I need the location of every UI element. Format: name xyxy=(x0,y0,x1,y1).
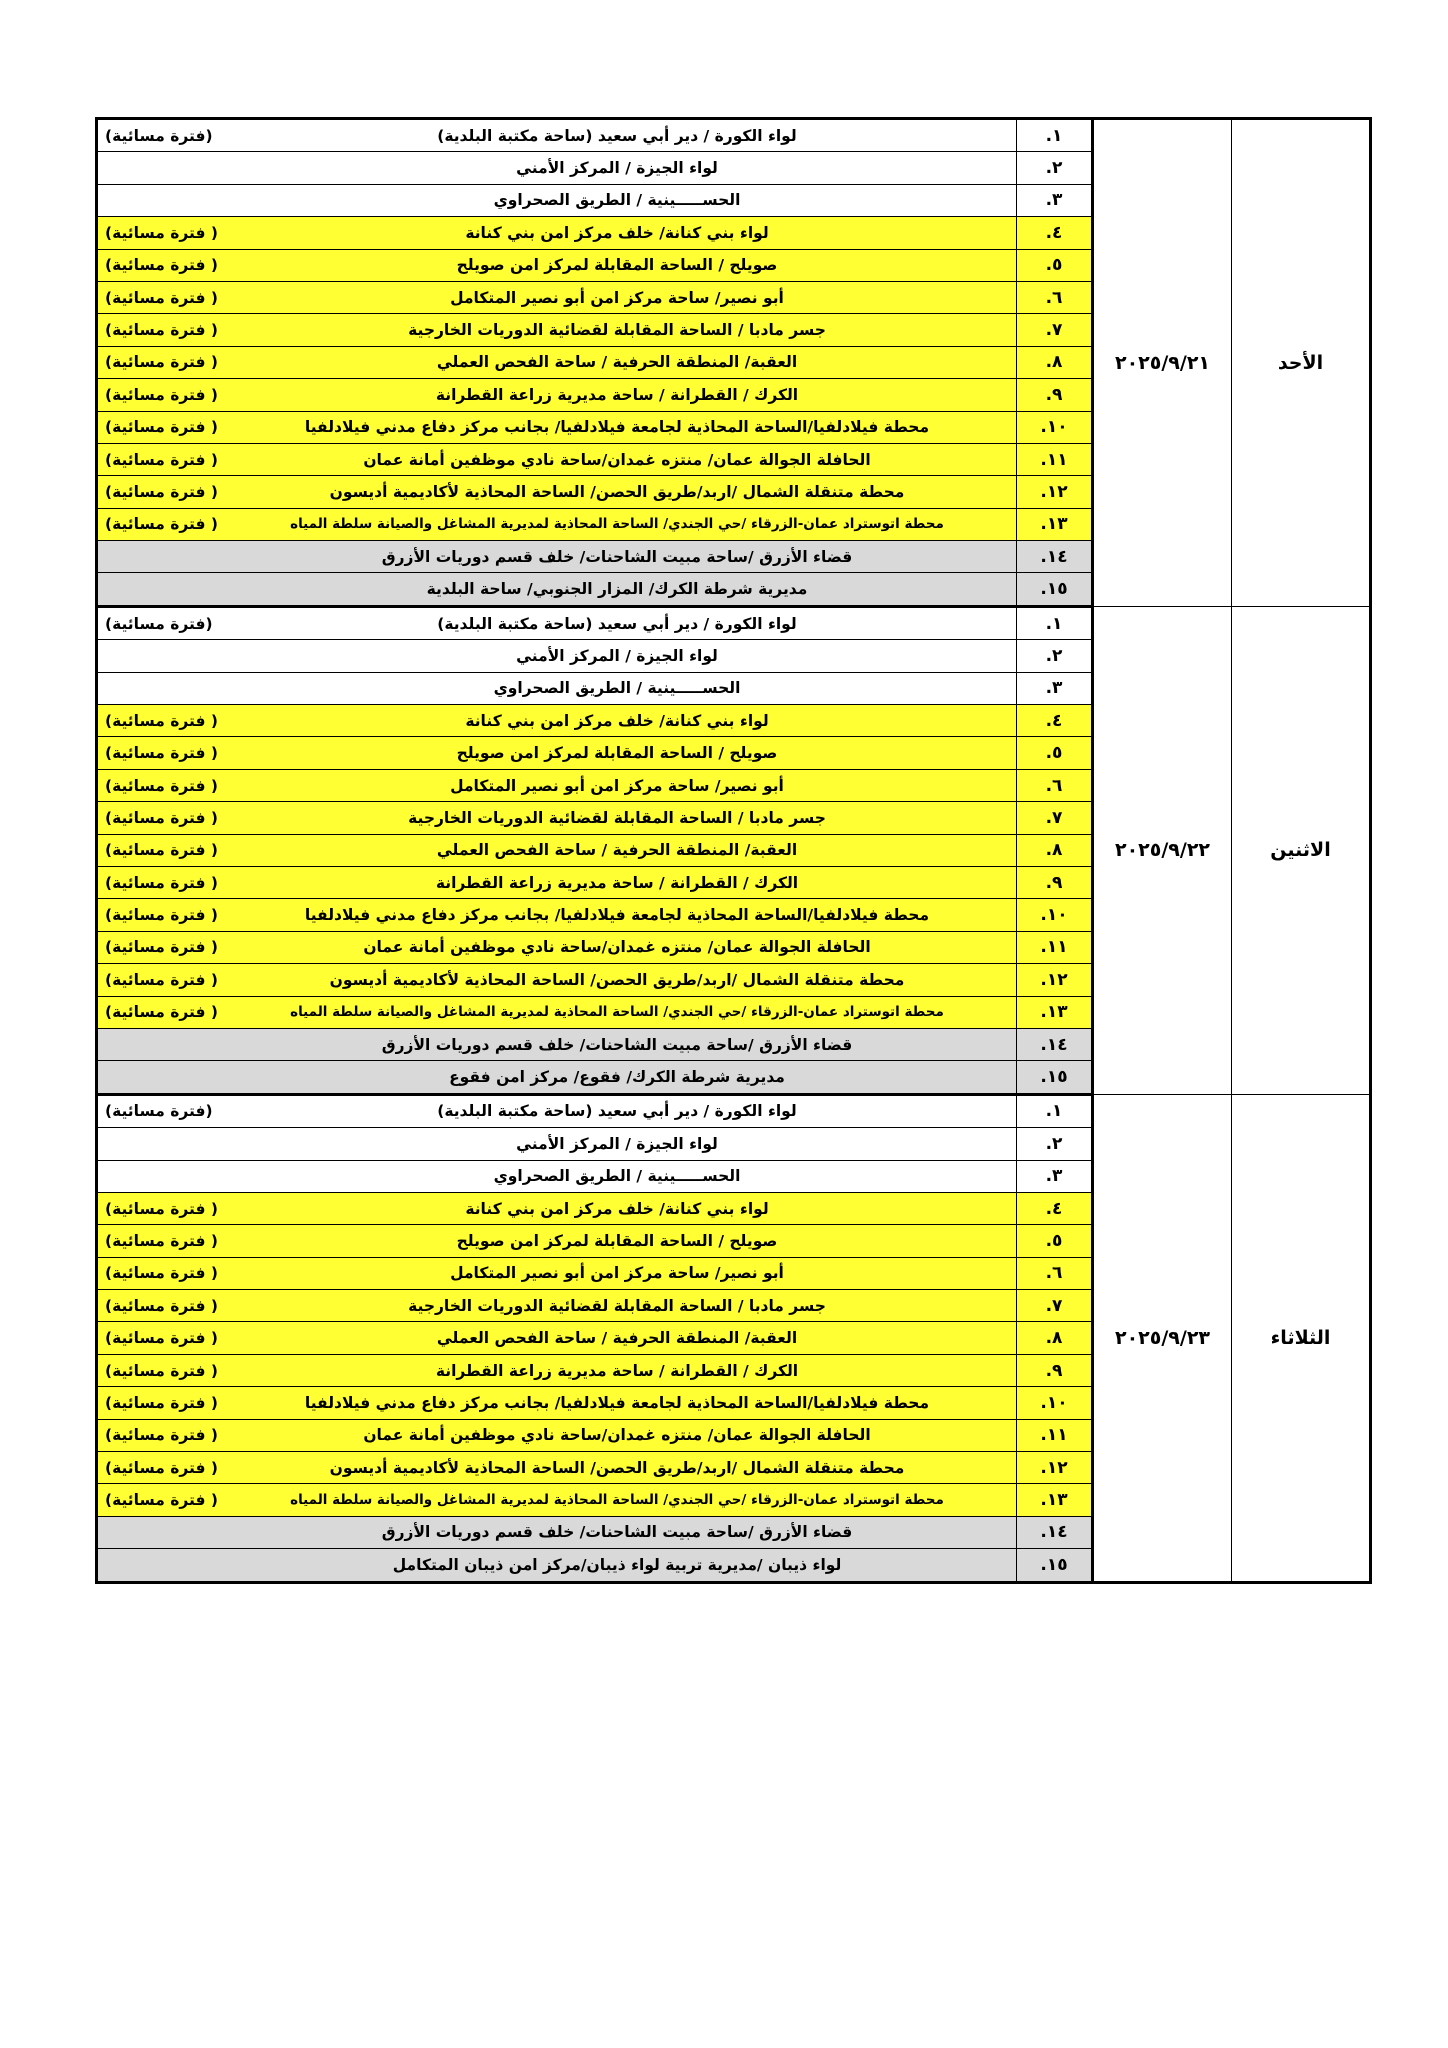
location-cell xyxy=(97,314,1017,346)
row-number: ١١. xyxy=(1017,443,1093,475)
location-cell xyxy=(97,281,1017,313)
location-cell xyxy=(97,1094,1017,1127)
location-cell xyxy=(97,1484,1017,1516)
location-cell xyxy=(97,1192,1017,1224)
location-cell xyxy=(97,606,1017,639)
schedule-row xyxy=(97,606,1371,639)
row-number: ٢. xyxy=(1017,152,1093,184)
location-text: صويلح / الساحة المقابلة لمركز امن صويلح xyxy=(456,744,778,763)
location-cell xyxy=(97,866,1017,898)
location-text: الحســـــينية / الطريق الصحراوي xyxy=(493,191,741,210)
row-number: ٩. xyxy=(1017,866,1093,898)
evening-period-note: ( فترة مسائية) xyxy=(105,288,218,307)
row-number: ١٠. xyxy=(1017,411,1093,443)
location-cell xyxy=(97,964,1017,996)
location-cell xyxy=(97,573,1017,606)
location-text: أبو نصير/ ساحة مركز امن أبو نصير المتكامل xyxy=(450,288,784,307)
location-cell xyxy=(97,1322,1017,1354)
location-cell xyxy=(97,1128,1017,1160)
day-name: الثلاثاء xyxy=(1232,1094,1371,1582)
location-cell xyxy=(97,1516,1017,1548)
location-text: الحافلة الجوالة عمان/ منتزه غمدان/ساحة نادي موظفين أمانة عمان xyxy=(363,938,871,957)
row-number: ١. xyxy=(1017,1094,1093,1127)
row-number: ٥. xyxy=(1017,249,1093,281)
location-cell xyxy=(97,1257,1017,1289)
location-text: محطة اتوستراد عمان-الزرقاء /حي الجندي/ الساحة المحاذية لمديرية المشاغل والصيانة سلطة المياه xyxy=(290,1004,944,1021)
day-name: الاثنين xyxy=(1232,606,1371,1094)
evening-period-note: (فترة مسائية) xyxy=(105,614,213,633)
day-name: الأحد xyxy=(1232,119,1371,607)
row-number: ٤. xyxy=(1017,1192,1093,1224)
location-text: لواء الكورة / دير أبي سعيد (ساحة مكتبة البلدية) xyxy=(437,126,797,145)
evening-period-note: ( فترة مسائية) xyxy=(105,1426,218,1445)
location-text: محطة اتوستراد عمان-الزرقاء /حي الجندي/ الساحة المحاذية لمديرية المشاغل والصيانة سلطة المياه xyxy=(290,1492,944,1509)
row-number: ١١. xyxy=(1017,1419,1093,1451)
evening-period-note: ( فترة مسائية) xyxy=(105,1003,218,1022)
row-number: ١٣. xyxy=(1017,996,1093,1028)
evening-period-note: ( فترة مسائية) xyxy=(105,1264,218,1283)
location-text: محطة متنقلة الشمال /اربد/طريق الحصن/ الساحة المحاذية لأكاديمية أديسون xyxy=(329,1458,905,1477)
evening-period-note: ( فترة مسائية) xyxy=(105,841,218,860)
evening-period-note: ( فترة مسائية) xyxy=(105,1393,218,1412)
location-text: أبو نصير/ ساحة مركز امن أبو نصير المتكامل xyxy=(450,1264,784,1283)
location-text: العقبة/ المنطقة الحرفية / ساحة الفحص العملي xyxy=(436,1329,798,1348)
location-text: لواء بني كنانة/ خلف مركز امن بني كنانة xyxy=(465,223,769,242)
location-text: محطة فيلادلفيا/الساحة المحاذية لجامعة فيلادلفيا/ بجانب مركز دفاع مدني فيلادلفيا xyxy=(304,1393,930,1412)
location-text: صويلح / الساحة المقابلة لمركز امن صويلح xyxy=(456,1231,778,1250)
row-number: ٣. xyxy=(1017,184,1093,216)
evening-period-note: ( فترة مسائية) xyxy=(105,515,218,534)
evening-period-note: ( فترة مسائية) xyxy=(105,970,218,989)
location-cell xyxy=(97,1061,1017,1094)
location-cell xyxy=(97,672,1017,704)
evening-period-note: ( فترة مسائية) xyxy=(105,1199,218,1218)
row-number: ١٢. xyxy=(1017,476,1093,508)
schedule-row xyxy=(97,1094,1371,1127)
evening-period-note: ( فترة مسائية) xyxy=(105,1458,218,1477)
location-cell xyxy=(97,1419,1017,1451)
row-number: ١٣. xyxy=(1017,508,1093,540)
row-number: ١٤. xyxy=(1017,1028,1093,1060)
row-number: ٨. xyxy=(1017,1322,1093,1354)
evening-period-note: ( فترة مسائية) xyxy=(105,482,218,501)
location-text: محطة متنقلة الشمال /اربد/طريق الحصن/ الساحة المحاذية لأكاديمية أديسون xyxy=(329,482,905,501)
evening-period-note: ( فترة مسائية) xyxy=(105,1329,218,1348)
location-text: الكرك / القطرانة / ساحة مديرية زراعة القطرانة xyxy=(435,1361,799,1380)
row-number: ٧. xyxy=(1017,314,1093,346)
row-number: ٥. xyxy=(1017,737,1093,769)
evening-period-note: ( فترة مسائية) xyxy=(105,1231,218,1250)
evening-period-note: ( فترة مسائية) xyxy=(105,353,218,372)
day-date: ٢٠٢٥/٩/٢٢ xyxy=(1093,606,1232,1094)
location-text: قضاء الأزرق /ساحة مبيت الشاحنات/ خلف قسم دوريات الأزرق xyxy=(381,1523,853,1542)
location-cell xyxy=(97,1549,1017,1582)
location-cell xyxy=(97,1290,1017,1322)
row-number: ١. xyxy=(1017,119,1093,152)
location-cell xyxy=(97,996,1017,1028)
evening-period-note: ( فترة مسائية) xyxy=(105,418,218,437)
evening-period-note: ( فترة مسائية) xyxy=(105,321,218,340)
row-number: ١٣. xyxy=(1017,1484,1093,1516)
location-text: مديرية شرطة الكرك/ المزار الجنوبي/ ساحة البلدية xyxy=(426,580,808,599)
row-number: ٨. xyxy=(1017,346,1093,378)
evening-period-note: ( فترة مسائية) xyxy=(105,711,218,730)
location-text: صويلح / الساحة المقابلة لمركز امن صويلح xyxy=(456,256,778,275)
location-cell xyxy=(97,834,1017,866)
location-text: الكرك / القطرانة / ساحة مديرية زراعة القطرانة xyxy=(435,873,799,892)
location-cell xyxy=(97,541,1017,573)
row-number: ٤. xyxy=(1017,217,1093,249)
evening-period-note: ( فترة مسائية) xyxy=(105,450,218,469)
location-text: محطة اتوستراد عمان-الزرقاء /حي الجندي/ الساحة المحاذية لمديرية المشاغل والصيانة سلطة المياه xyxy=(290,516,944,533)
location-text: لواء الجيزة / المركز الأمني xyxy=(516,1134,718,1153)
location-cell xyxy=(97,1354,1017,1386)
location-cell xyxy=(97,184,1017,216)
location-text: الحافلة الجوالة عمان/ منتزه غمدان/ساحة نادي موظفين أمانة عمان xyxy=(363,1426,871,1445)
row-number: ٦. xyxy=(1017,281,1093,313)
location-text: لواء ذيبان /مديرية تربية لواء ذيبان/مركز امن ذيبان المتكامل xyxy=(392,1555,842,1574)
location-text: قضاء الأزرق /ساحة مبيت الشاحنات/ خلف قسم دوريات الأزرق xyxy=(381,1035,853,1054)
row-number: ٣. xyxy=(1017,1160,1093,1192)
row-number: ١٥. xyxy=(1017,1061,1093,1094)
evening-period-note: ( فترة مسائية) xyxy=(105,256,218,275)
row-number: ٥. xyxy=(1017,1225,1093,1257)
row-number: ٤. xyxy=(1017,705,1093,737)
location-cell xyxy=(97,1160,1017,1192)
row-number: ٢. xyxy=(1017,640,1093,672)
schedule-row xyxy=(97,119,1371,152)
evening-period-note: (فترة مسائية) xyxy=(105,126,213,145)
evening-period-note: ( فترة مسائية) xyxy=(105,223,218,242)
location-text: لواء الكورة / دير أبي سعيد (ساحة مكتبة البلدية) xyxy=(437,614,797,633)
location-cell xyxy=(97,249,1017,281)
location-cell xyxy=(97,443,1017,475)
location-cell xyxy=(97,769,1017,801)
location-cell xyxy=(97,476,1017,508)
location-cell xyxy=(97,705,1017,737)
evening-period-note: ( فترة مسائية) xyxy=(105,385,218,404)
row-number: ١٤. xyxy=(1017,541,1093,573)
location-text: لواء الجيزة / المركز الأمني xyxy=(516,159,718,178)
row-number: ٩. xyxy=(1017,1354,1093,1386)
location-text: الحافلة الجوالة عمان/ منتزه غمدان/ساحة نادي موظفين أمانة عمان xyxy=(363,450,871,469)
row-number: ١. xyxy=(1017,606,1093,639)
location-text: الحســـــينية / الطريق الصحراوي xyxy=(493,679,741,698)
evening-period-note: ( فترة مسائية) xyxy=(105,808,218,827)
row-number: ١١. xyxy=(1017,931,1093,963)
location-text: لواء الكورة / دير أبي سعيد (ساحة مكتبة البلدية) xyxy=(437,1102,797,1121)
evening-period-note: ( فترة مسائية) xyxy=(105,744,218,763)
schedule-table xyxy=(95,117,1372,1584)
row-number: ٨. xyxy=(1017,834,1093,866)
location-text: جسر مادبا / الساحة المقابلة لقضائية الدوريات الخارجية xyxy=(408,321,826,340)
row-number: ٣. xyxy=(1017,672,1093,704)
evening-period-note: (فترة مسائية) xyxy=(105,1102,213,1121)
row-number: ٧. xyxy=(1017,802,1093,834)
day-date: ٢٠٢٥/٩/٢٣ xyxy=(1093,1094,1232,1582)
location-cell xyxy=(97,1225,1017,1257)
location-cell xyxy=(97,379,1017,411)
location-text: جسر مادبا / الساحة المقابلة لقضائية الدوريات الخارجية xyxy=(408,1296,826,1315)
location-text: جسر مادبا / الساحة المقابلة لقضائية الدوريات الخارجية xyxy=(408,808,826,827)
location-text: الحســـــينية / الطريق الصحراوي xyxy=(493,1167,741,1186)
row-number: ١٠. xyxy=(1017,1387,1093,1419)
location-cell xyxy=(97,411,1017,443)
row-number: ١٢. xyxy=(1017,1452,1093,1484)
location-text: محطة فيلادلفيا/الساحة المحاذية لجامعة فيلادلفيا/ بجانب مركز دفاع مدني فيلادلفيا xyxy=(304,418,930,437)
evening-period-note: ( فترة مسائية) xyxy=(105,1296,218,1315)
row-number: ٧. xyxy=(1017,1290,1093,1322)
evening-period-note: ( فترة مسائية) xyxy=(105,906,218,925)
evening-period-note: ( فترة مسائية) xyxy=(105,776,218,795)
location-text: العقبة/ المنطقة الحرفية / ساحة الفحص العملي xyxy=(436,353,798,372)
row-number: ١٥. xyxy=(1017,1549,1093,1582)
location-cell xyxy=(97,802,1017,834)
location-cell xyxy=(97,1452,1017,1484)
evening-period-note: ( فترة مسائية) xyxy=(105,873,218,892)
location-cell xyxy=(97,119,1017,152)
row-number: ١٥. xyxy=(1017,573,1093,606)
row-number: ٢. xyxy=(1017,1128,1093,1160)
location-cell xyxy=(97,899,1017,931)
location-text: قضاء الأزرق /ساحة مبيت الشاحنات/ خلف قسم دوريات الأزرق xyxy=(381,547,853,566)
location-text: محطة متنقلة الشمال /اربد/طريق الحصن/ الساحة المحاذية لأكاديمية أديسون xyxy=(329,970,905,989)
location-text: مديرية شرطة الكرك/ فقوع/ مركز امن فقوع xyxy=(449,1068,785,1087)
location-text: لواء بني كنانة/ خلف مركز امن بني كنانة xyxy=(465,1199,769,1218)
row-number: ١٢. xyxy=(1017,964,1093,996)
location-cell xyxy=(97,1387,1017,1419)
evening-period-note: ( فترة مسائية) xyxy=(105,1361,218,1380)
row-number: ٦. xyxy=(1017,1257,1093,1289)
row-number: ١٤. xyxy=(1017,1516,1093,1548)
location-cell xyxy=(97,217,1017,249)
location-cell xyxy=(97,346,1017,378)
location-text: أبو نصير/ ساحة مركز امن أبو نصير المتكامل xyxy=(450,776,784,795)
day-date: ٢٠٢٥/٩/٢١ xyxy=(1093,119,1232,607)
evening-period-note: ( فترة مسائية) xyxy=(105,1491,218,1510)
row-number: ٩. xyxy=(1017,379,1093,411)
location-text: الكرك / القطرانة / ساحة مديرية زراعة القطرانة xyxy=(435,385,799,404)
location-text: العقبة/ المنطقة الحرفية / ساحة الفحص العملي xyxy=(436,841,798,860)
location-cell xyxy=(97,1028,1017,1060)
location-cell xyxy=(97,640,1017,672)
location-text: محطة فيلادلفيا/الساحة المحاذية لجامعة فيلادلفيا/ بجانب مركز دفاع مدني فيلادلفيا xyxy=(304,906,930,925)
evening-period-note: ( فترة مسائية) xyxy=(105,938,218,957)
row-number: ١٠. xyxy=(1017,899,1093,931)
location-cell xyxy=(97,737,1017,769)
location-text: لواء الجيزة / المركز الأمني xyxy=(516,646,718,665)
location-cell xyxy=(97,931,1017,963)
location-text: لواء بني كنانة/ خلف مركز امن بني كنانة xyxy=(465,711,769,730)
location-cell xyxy=(97,152,1017,184)
location-cell xyxy=(97,508,1017,540)
row-number: ٦. xyxy=(1017,769,1093,801)
